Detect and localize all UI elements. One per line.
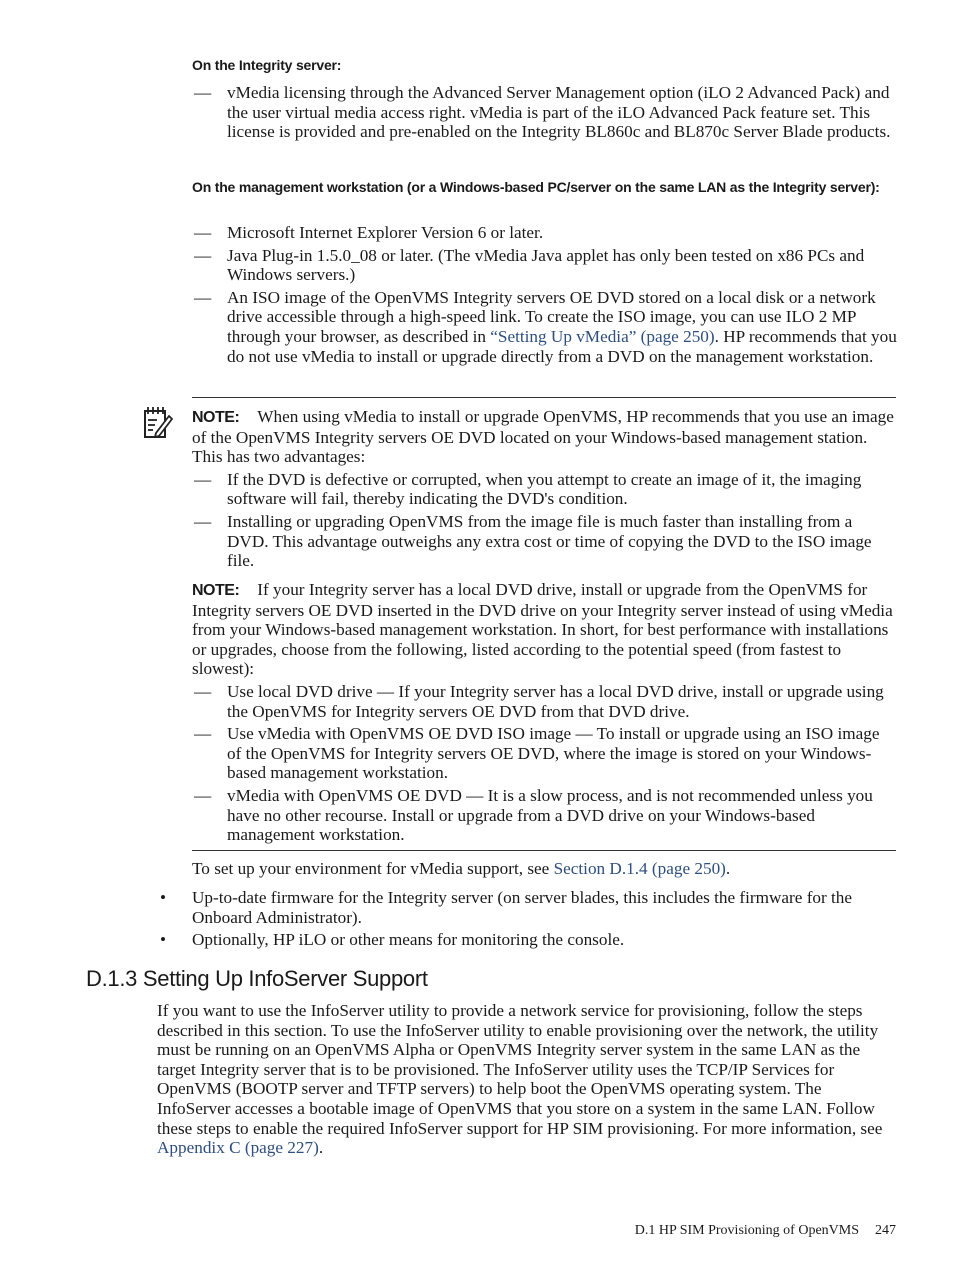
page-number: 247 xyxy=(875,1223,896,1238)
note-top-rule xyxy=(192,397,896,398)
list-item: — vMedia licensing through the Advanced Server Management option (iLO 2 Advanced Pack) and the user virtual media access right. vMedia is part of the iLO Advanced Pack feature set. This license is provided and pre-enabled on the Integrity BL860c and BL870c Server Blade products. xyxy=(194,83,891,142)
note-2: NOTE: If your Integrity server has a local DVD drive, install or upgrade from the OpenVMS for Integrity servers OE DVD inserted in the DVD drive on your Integrity server instead of using vMedia from your Windows-based management workstation. In short, for best performance with installations or upgrades, choose from the following, listed according to the potential speed (from fastest to slowest): — Use local DVD drive — If your Integrity server has a local DVD drive, install or upgrade using the OpenVMS for Integrity servers OE DVD from that DVD drive. — Use vMedia with OpenVMS OE DVD ISO image — To install or upgrade using an ISO image of the OpenVMS for Integrity servers OE DVD, where the image is stored on your Windows-based management workstation. — vMedia with OpenVMS OE DVD — It is a slow process, and is not recommended unless you have no other recourse. Install or upgrade from a DVD drive on your Windows-based management workstation. xyxy=(192,580,898,845)
note-bottom-rule xyxy=(192,850,896,851)
section-d14-link[interactable]: Section D.1.4 (page 250) xyxy=(553,859,726,878)
section-title: D.1.3 Setting Up InfoServer Support xyxy=(86,966,428,991)
list-item: — Use vMedia with OpenVMS OE DVD ISO image — To install or upgrade using an ISO image of the OpenVMS for Integrity servers OE DVD, where the image is stored on your Windows-based management workstation. xyxy=(194,724,880,783)
integrity-heading: On the Integrity server: xyxy=(192,57,342,73)
list-item: — Use local DVD drive — If your Integrity server has a local DVD drive, install or upgrade using the OpenVMS for Integrity servers OE DVD from that DVD drive. xyxy=(194,681,884,721)
list-item: • Up-to-date firmware for the Integrity server (on server blades, this includes the firmware for the Onboard Administrator). xyxy=(159,888,853,927)
list-item: — An ISO image of the OpenVMS Integrity servers OE DVD stored on a local disk or a network drive accessible through a high-speed link. To create the ISO image, you can use ILO 2 MP through your browser, as described in “Setting Up vMedia” (page 250). HP recommends that you do not use vMedia to install or upgrade directly from a DVD on the management workstation. xyxy=(194,287,897,366)
workstation-list xyxy=(192,223,898,366)
section-body: If you want to use the InfoServer utility to provide a network service for provisioning, follow the steps described in this section. To use the InfoServer utility to enable provisioning over the network, the utility must be running on an OpenVMS Alpha or OpenVMS Integrity server system in the same LAN as the target Integrity server that is to be provisioned. The InfoServer utility uses the TCP/IP Services for OpenVMS (BOOTP server and TFTP servers) to help boot the OpenVMS operating system. The InfoServer accesses a bootable image of OpenVMS that you store on a system in the same LAN. Follow these steps to enable the required InfoServer support for HP SIM provisioning. For more information, see Appendix C (page 227). xyxy=(157,1001,883,1158)
note-label: NOTE: xyxy=(192,582,240,599)
running-title: D.1 HP SIM Provisioning of OpenVMS xyxy=(634,1223,859,1238)
integrity-list xyxy=(192,83,898,142)
list-item: • Optionally, HP iLO or other means for monitoring the console. xyxy=(159,930,625,950)
note-pencil-icon xyxy=(143,406,173,440)
workstation-heading: On the management workstation (or a Windows-based PC/server on the same LAN as the Integrity server): xyxy=(192,179,880,195)
appendix-c-link[interactable]: Appendix C (page 227) xyxy=(157,1138,319,1158)
list-item: — Microsoft Internet Explorer Version 6 or later. xyxy=(194,223,544,242)
setting-up-vmedia-link[interactable]: “Setting Up vMedia” (page 250) xyxy=(490,326,715,346)
list-item: — vMedia with OpenVMS OE DVD — It is a slow process, and is not recommended unless you have no other recourse. Install or upgrade from a DVD drive on your Windows-based management workstation. xyxy=(194,785,873,845)
bullet-list xyxy=(157,888,898,950)
note-1: NOTE: When using vMedia to install or upgrade OpenVMS, HP recommends that you use an image of the OpenVMS Integrity servers OE DVD located on your Windows-based management station. This has two advantages: — If the DVD is defective or corrupted, when you attempt to create an image of it, the imaging software will fail, thereby indicating the DVD's condition. — Installing or upgrading OpenVMS from the image file is much faster than installing from a DVD. This advantage outweighs any extra cost or time of copying the DVD to the ISO image file. xyxy=(192,407,898,571)
setup-paragraph: To set up your environment for vMedia support, see Section D.1.4 (page 250). xyxy=(192,859,731,878)
page-footer xyxy=(635,1223,896,1239)
note-label: NOTE: xyxy=(192,409,240,426)
list-item: — Java Plug-in 1.5.0_08 or later. (The vMedia Java applet has only been tested on x86 PCs and Windows servers.) xyxy=(194,245,865,285)
list-item: — Installing or upgrading OpenVMS from the image file is much faster than installing from a DVD. This advantage outweighs any extra cost or time of copying the DVD to the ISO image file. xyxy=(194,511,872,571)
list-item: — If the DVD is defective or corrupted, when you attempt to create an image of it, the imaging software will fail, thereby indicating the DVD's condition. xyxy=(194,469,862,509)
